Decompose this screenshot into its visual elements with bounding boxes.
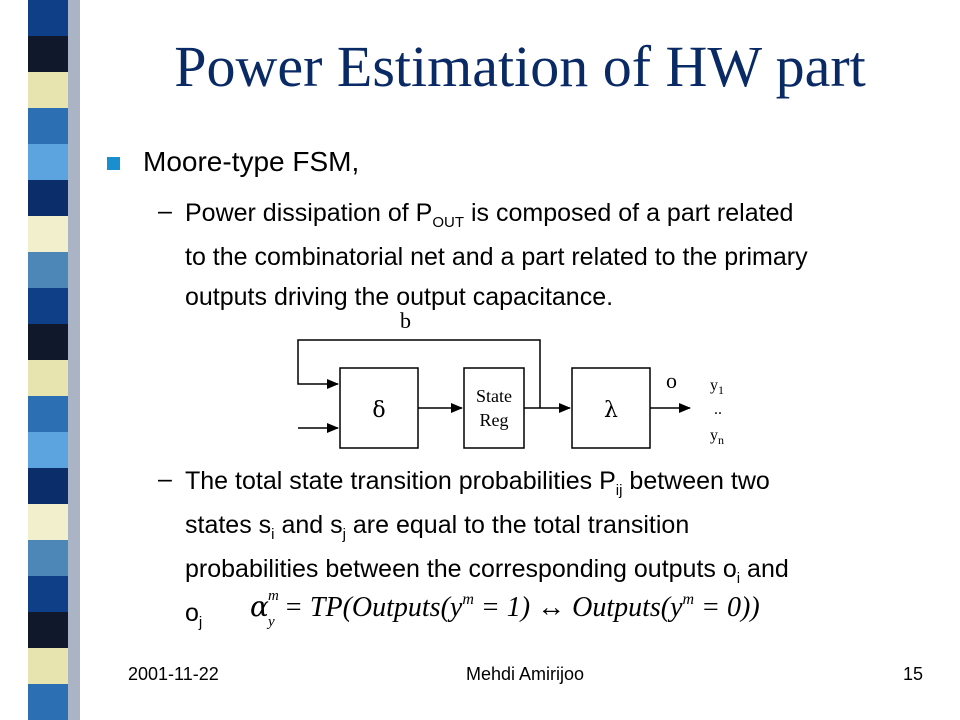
formula-part: = TP(Outputs(y [284,592,463,623]
subscript-i: i [736,570,741,587]
bullet-square-icon [107,157,120,170]
subscript-j: j [342,526,346,543]
subscript-j: j [198,614,203,631]
fsm-block-diagram [280,300,780,450]
text-run: states s [185,511,272,539]
y-base: y [710,427,718,444]
stripe-block [28,216,68,252]
decorative-stripe [0,0,80,720]
y-base: y [710,377,718,394]
stripe-block [28,180,68,216]
formula-body [284,591,760,623]
stripe-block [28,576,68,612]
text-run: Power dissipation of P [185,199,433,227]
footer-date: 2001-11-22 [128,664,219,684]
stripe-block [28,324,68,360]
yn-label [710,427,724,447]
text-run: between two [622,467,770,495]
stripe-block [28,432,68,468]
y-subscript: 1 [718,383,724,397]
text-line [185,461,925,505]
y1-label [710,377,724,397]
text-run: The total state transition probabilities P [185,467,616,495]
text-line [185,193,925,237]
formula-part: = 0)) [694,592,760,623]
stripe-block [28,648,68,684]
text-run: probabilities between the corresponding outputs o [185,555,737,583]
dash-marker-1: – [158,197,172,225]
stripe-block [28,396,68,432]
delta-symbol: δ [372,398,386,423]
text-run: are equal to the total transition [345,511,690,539]
stripe-block [28,288,68,324]
slide-title: Power Estimation of HW part [174,34,866,99]
footer-author: Mehdi Amirijoo [466,664,585,684]
stripe-block [28,504,68,540]
reg-label: Reg [479,410,509,430]
stripe-block [28,540,68,576]
output-label: o [666,368,677,393]
text-line: to the combinatorial net and a part related to the primary [185,243,808,271]
stripe-block [28,684,68,720]
ellipsis-dots: .. [714,401,722,418]
feedback-label: b [400,308,411,333]
text-line: outputs driving the output capacitance. [185,283,614,311]
lambda-symbol: λ [604,398,618,423]
state-label: State [476,386,512,406]
text-run: and [740,555,789,583]
stripe-block [28,0,68,36]
formula-part: = 1) ↔ Outputs(y [473,592,683,623]
subscript-out: OUT [432,214,465,231]
stripe-block [28,468,68,504]
subscript-y: y [268,614,275,630]
stripe-block [28,36,68,72]
superscript-m: m [462,591,474,608]
superscript-m: m [268,588,279,604]
text-line [185,505,925,549]
stripe-block [28,252,68,288]
dash-marker-2: – [158,465,172,493]
state-reg-block [464,368,524,448]
stripe-block [28,72,68,108]
stripe-block [28,144,68,180]
superscript-m: m [682,591,695,608]
text-run: o [185,599,199,627]
alpha-symbol: α [250,590,269,623]
stripe-block [28,612,68,648]
text-run: and s [274,511,343,539]
footer-page-number: 15 [903,664,924,684]
subscript-i: i [271,526,275,543]
subscript-ij: ij [615,482,623,499]
y-subscript: n [718,433,724,447]
alpha-formula [248,582,868,630]
text-run: is composed of a part related [464,199,794,227]
sub-bullet-power-dissipation [185,193,925,317]
bullet-moore-fsm: Moore-type FSM, [143,146,360,177]
stripe-block [28,108,68,144]
stripe-block [28,360,68,396]
